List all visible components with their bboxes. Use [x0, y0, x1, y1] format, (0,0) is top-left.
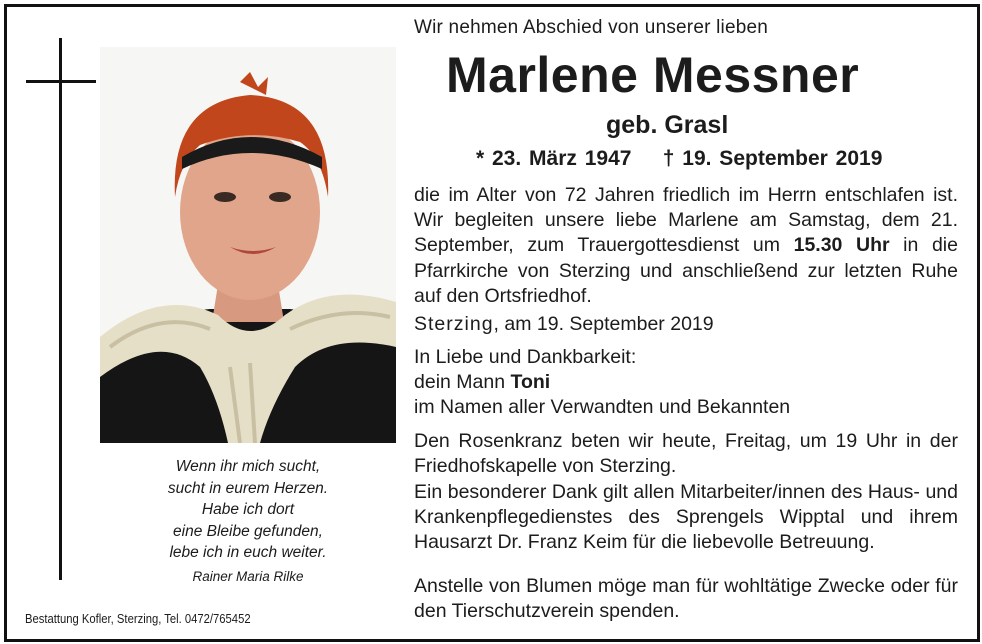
intro-text: Wir nehmen Abschied von unserer lieben — [414, 17, 769, 38]
husband-prefix: dein Mann — [414, 371, 511, 394]
poem-line: sucht in eurem Herzen. — [167, 479, 329, 497]
donation-note: Anstelle von Blumen möge man für wohltätige Zwecke oder für den Tierschutzverein spenden. — [414, 575, 958, 623]
poem — [100, 456, 396, 564]
thanks-note: Ein besonderer Dank gilt allen Mitarbeiter/innen des Haus- und Krankenpflegedienstes des Sprengels Wipptal und ihrem Hausarzt Dr. Franz Keim für die liebevolle Betreuung. — [414, 481, 958, 554]
poem-line: Wenn ihr mich sucht, — [175, 458, 321, 475]
announcement-text: die im Alter von 72 Jahren friedlich im Herrn entschlafen ist. Wir begleiten unsere liebe Marlene am Samstag, dem 21. September, zum Trauergottesdienst um — [414, 184, 958, 257]
portrait-illustration — [100, 47, 396, 443]
portrait-photo — [100, 47, 396, 443]
poem-author: Rainer Maria Rilke — [192, 569, 304, 584]
service-time: 15.30 Uhr — [793, 234, 890, 257]
date: , am 19. September 2019 — [493, 313, 714, 335]
mourners-husband-line — [414, 370, 958, 395]
place-date — [414, 312, 958, 337]
life-dates: * 23. März 1947 † 19. September 2019 — [476, 147, 883, 170]
funeral-home-contact: Bestattung Kofler, Sterzing, Tel. 0472/765452 — [25, 612, 251, 626]
poem-line: eine Bleibe gefunden, — [173, 522, 323, 540]
mourners — [414, 345, 958, 421]
mourners-line: im Namen aller Verwandten und Bekannten — [414, 396, 791, 419]
place: Sterzing — [414, 313, 494, 335]
announcement-text-end: in die Pfarrkirche von Sterzing und anschließend zur letzten Ruhe auf den Ortsfriedhof. — [414, 234, 958, 307]
main-announcement — [414, 183, 958, 309]
mourners-line: In Liebe und Dankbarkeit: — [414, 346, 637, 368]
husband-name: Toni — [510, 371, 551, 394]
deceased-name: Marlene Messner — [446, 47, 860, 103]
poem-line: lebe ich in euch weiter. — [169, 544, 327, 561]
poem-line: Habe ich dort — [201, 501, 295, 518]
cross-icon-bar — [26, 80, 96, 83]
cross-icon — [59, 38, 62, 580]
rosary-note: Den Rosenkranz beten wir heute, Freitag, um 19 Uhr in der Friedhofskapelle von Sterzing. — [414, 430, 958, 478]
maiden-name: geb. Grasl — [606, 111, 729, 139]
